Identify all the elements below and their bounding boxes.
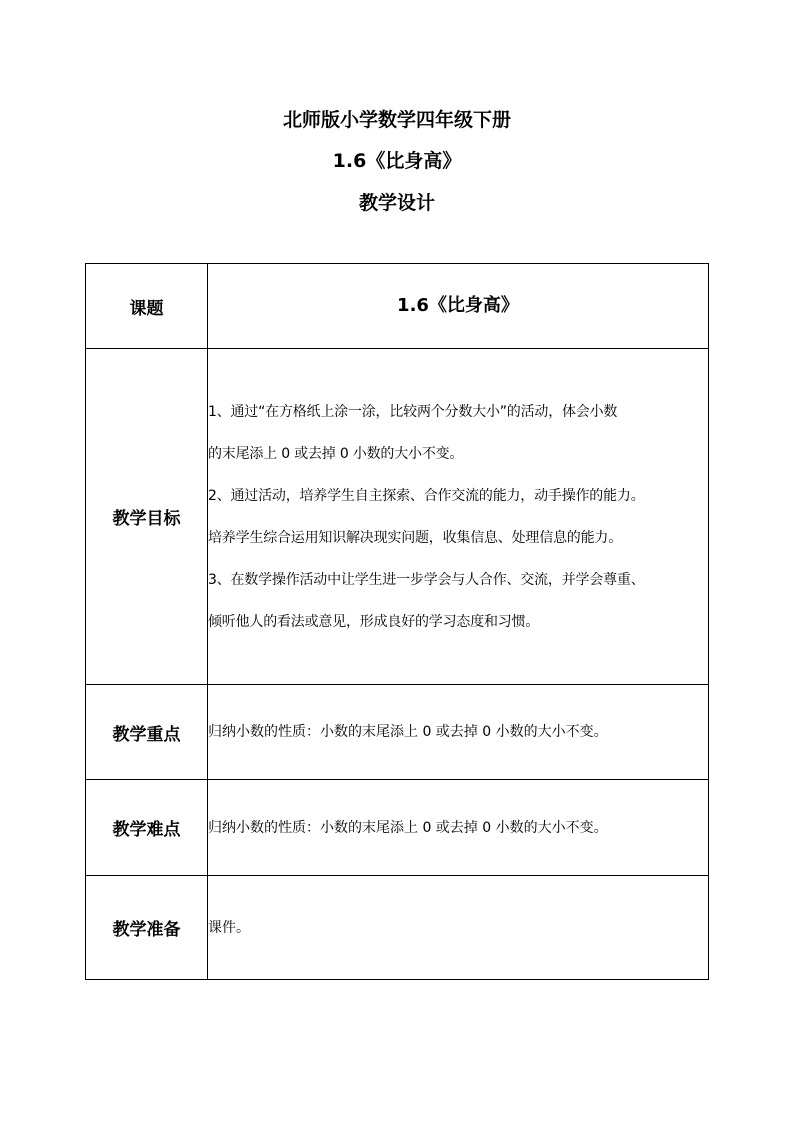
goals-content (208, 349, 709, 685)
topic-value: 1.6《比身高》 (208, 264, 709, 349)
table-row-key-points (86, 685, 709, 780)
goal-line: 的末尾添上 0 或去掉 0 小数的大小不变。 (208, 445, 464, 462)
table-row-goals (86, 349, 709, 685)
title-lesson: 1.6《比身高》 (332, 150, 462, 172)
title-series: 北师版小学数学四年级下册 (282, 109, 511, 131)
table-row-preparation (86, 876, 709, 980)
goals-label: 教学目标 (86, 349, 208, 685)
key-points-label: 教学重点 (86, 685, 208, 780)
goal-line: 倾听他人的看法或意见，形成良好的学习态度和习惯。 (208, 613, 540, 630)
difficulties-value: 归纳小数的性质：小数的末尾添上 0 或去掉 0 小数的大小不变。 (208, 780, 709, 876)
title-doc-type: 教学设计 (358, 192, 435, 214)
goal-line: 培养学生综合运用知识解决现实问题，收集信息、处理信息的能力。 (208, 529, 622, 546)
goal-line: 1、通过“在方格纸上涂一涂，比较两个分数大小”的活动，体会小数 (208, 403, 618, 420)
goal-line: 2、通过活动，培养学生自主探索、合作交流的能力，动手操作的能力。 (208, 487, 645, 504)
difficulties-label: 教学难点 (86, 780, 208, 876)
table-row-difficulties (86, 780, 709, 876)
topic-label: 课题 (86, 264, 208, 349)
goal-line: 3、在数学操作活动中让学生进一步学会与人合作、交流，并学会尊重、 (208, 571, 645, 588)
preparation-value: 课件。 (208, 876, 709, 980)
preparation-label: 教学准备 (86, 876, 208, 980)
table-row-topic (86, 264, 709, 349)
key-points-value: 归纳小数的性质：小数的末尾添上 0 或去掉 0 小数的大小不变。 (208, 685, 709, 780)
lesson-plan-table (85, 263, 709, 980)
